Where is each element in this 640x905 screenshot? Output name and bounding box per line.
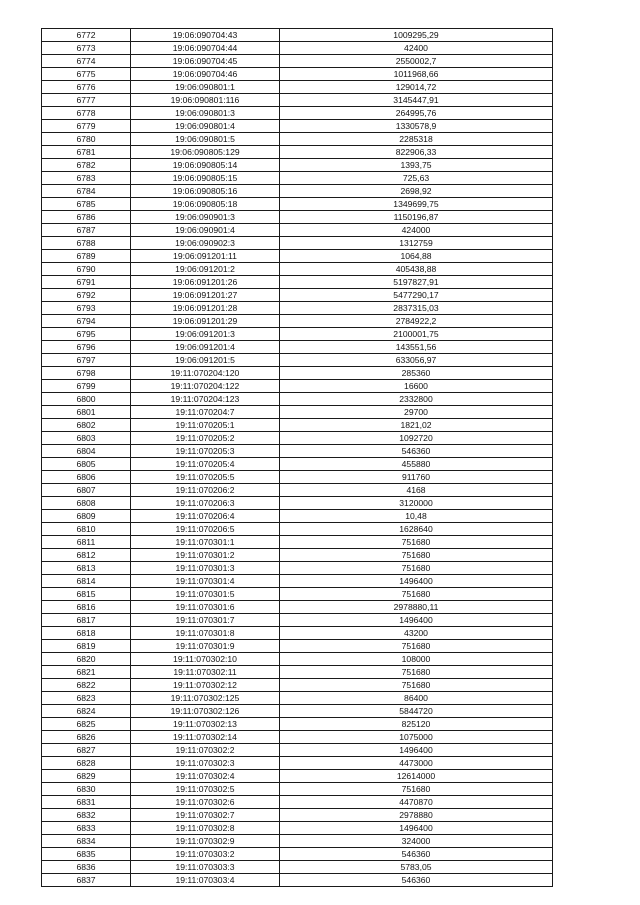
row-number-cell: 6824 bbox=[42, 705, 131, 718]
cadastral-number-cell: 19:11:070302:2 bbox=[131, 744, 280, 757]
cadastral-number-cell: 19:06:090805:16 bbox=[131, 185, 280, 198]
cadastral-number-cell: 19:11:070302:11 bbox=[131, 666, 280, 679]
table-row bbox=[42, 497, 553, 510]
value-cell: 751680 bbox=[280, 549, 553, 562]
value-cell: 1628640 bbox=[280, 523, 553, 536]
cadastral-number-cell: 19:11:070303:4 bbox=[131, 874, 280, 887]
table-row bbox=[42, 536, 553, 549]
table-row bbox=[42, 120, 553, 133]
cadastral-number-cell: 19:11:070301:4 bbox=[131, 575, 280, 588]
value-cell: 42400 bbox=[280, 42, 553, 55]
value-cell: 546360 bbox=[280, 848, 553, 861]
table-body bbox=[42, 29, 553, 887]
row-number-cell: 6811 bbox=[42, 536, 131, 549]
table-row bbox=[42, 601, 553, 614]
value-cell: 5783,05 bbox=[280, 861, 553, 874]
value-cell: 633056,97 bbox=[280, 354, 553, 367]
value-cell: 2837315,03 bbox=[280, 302, 553, 315]
table-row bbox=[42, 354, 553, 367]
value-cell: 1064,88 bbox=[280, 250, 553, 263]
table-row bbox=[42, 653, 553, 666]
value-cell: 16600 bbox=[280, 380, 553, 393]
row-number-cell: 6791 bbox=[42, 276, 131, 289]
row-number-cell: 6799 bbox=[42, 380, 131, 393]
cadastral-number-cell: 19:11:070302:5 bbox=[131, 783, 280, 796]
cadastral-number-cell: 19:11:070301:6 bbox=[131, 601, 280, 614]
table-row bbox=[42, 172, 553, 185]
row-number-cell: 6816 bbox=[42, 601, 131, 614]
value-cell: 1496400 bbox=[280, 614, 553, 627]
table-row bbox=[42, 29, 553, 42]
cadastral-number-cell: 19:11:070206:3 bbox=[131, 497, 280, 510]
table-row bbox=[42, 835, 553, 848]
table-row bbox=[42, 640, 553, 653]
value-cell: 1009295,29 bbox=[280, 29, 553, 42]
value-cell: 822906,33 bbox=[280, 146, 553, 159]
cadastral-number-cell: 19:06:091201:28 bbox=[131, 302, 280, 315]
row-number-cell: 6792 bbox=[42, 289, 131, 302]
row-number-cell: 6834 bbox=[42, 835, 131, 848]
table-row bbox=[42, 692, 553, 705]
table-row bbox=[42, 783, 553, 796]
row-number-cell: 6785 bbox=[42, 198, 131, 211]
cadastral-number-cell: 19:11:070301:8 bbox=[131, 627, 280, 640]
value-cell: 751680 bbox=[280, 588, 553, 601]
row-number-cell: 6807 bbox=[42, 484, 131, 497]
table-row bbox=[42, 367, 553, 380]
value-cell: 86400 bbox=[280, 692, 553, 705]
table-row bbox=[42, 419, 553, 432]
value-cell: 108000 bbox=[280, 653, 553, 666]
value-cell: 751680 bbox=[280, 562, 553, 575]
row-number-cell: 6833 bbox=[42, 822, 131, 835]
value-cell: 751680 bbox=[280, 536, 553, 549]
row-number-cell: 6829 bbox=[42, 770, 131, 783]
table-row bbox=[42, 744, 553, 757]
row-number-cell: 6815 bbox=[42, 588, 131, 601]
row-number-cell: 6784 bbox=[42, 185, 131, 198]
cadastral-number-cell: 19:11:070204:120 bbox=[131, 367, 280, 380]
cadastral-number-cell: 19:11:070302:12 bbox=[131, 679, 280, 692]
value-cell: 10,48 bbox=[280, 510, 553, 523]
table-row bbox=[42, 315, 553, 328]
table-row bbox=[42, 731, 553, 744]
row-number-cell: 6806 bbox=[42, 471, 131, 484]
row-number-cell: 6821 bbox=[42, 666, 131, 679]
value-cell: 1821,02 bbox=[280, 419, 553, 432]
value-cell: 12614000 bbox=[280, 770, 553, 783]
table-row bbox=[42, 42, 553, 55]
row-number-cell: 6789 bbox=[42, 250, 131, 263]
row-number-cell: 6814 bbox=[42, 575, 131, 588]
table-row bbox=[42, 874, 553, 887]
cadastral-number-cell: 19:06:091201:3 bbox=[131, 328, 280, 341]
row-number-cell: 6802 bbox=[42, 419, 131, 432]
table-row bbox=[42, 666, 553, 679]
table-row bbox=[42, 510, 553, 523]
cadastral-number-cell: 19:06:090801:4 bbox=[131, 120, 280, 133]
row-number-cell: 6803 bbox=[42, 432, 131, 445]
value-cell: 455880 bbox=[280, 458, 553, 471]
table-row bbox=[42, 185, 553, 198]
table-row bbox=[42, 224, 553, 237]
table-row bbox=[42, 445, 553, 458]
value-cell: 1075000 bbox=[280, 731, 553, 744]
table-row bbox=[42, 614, 553, 627]
table-row bbox=[42, 705, 553, 718]
table-row bbox=[42, 809, 553, 822]
value-cell: 4473000 bbox=[280, 757, 553, 770]
row-number-cell: 6794 bbox=[42, 315, 131, 328]
value-cell: 285360 bbox=[280, 367, 553, 380]
table-row bbox=[42, 523, 553, 536]
value-cell: 1496400 bbox=[280, 822, 553, 835]
row-number-cell: 6790 bbox=[42, 263, 131, 276]
table-row bbox=[42, 679, 553, 692]
row-number-cell: 6835 bbox=[42, 848, 131, 861]
row-number-cell: 6775 bbox=[42, 68, 131, 81]
table-row bbox=[42, 627, 553, 640]
cadastral-number-cell: 19:11:070302:4 bbox=[131, 770, 280, 783]
row-number-cell: 6813 bbox=[42, 562, 131, 575]
value-cell: 4470870 bbox=[280, 796, 553, 809]
row-number-cell: 6820 bbox=[42, 653, 131, 666]
cadastral-number-cell: 19:06:091201:27 bbox=[131, 289, 280, 302]
cadastral-number-cell: 19:11:070206:5 bbox=[131, 523, 280, 536]
cadastral-number-cell: 19:06:090805:18 bbox=[131, 198, 280, 211]
cadastral-number-cell: 19:11:070302:10 bbox=[131, 653, 280, 666]
table-row bbox=[42, 588, 553, 601]
table-row bbox=[42, 276, 553, 289]
cadastral-number-cell: 19:06:091201:11 bbox=[131, 250, 280, 263]
value-cell: 405438,88 bbox=[280, 263, 553, 276]
value-cell: 2285318 bbox=[280, 133, 553, 146]
row-number-cell: 6777 bbox=[42, 94, 131, 107]
table-row bbox=[42, 432, 553, 445]
row-number-cell: 6787 bbox=[42, 224, 131, 237]
table-row bbox=[42, 575, 553, 588]
value-cell: 264995,76 bbox=[280, 107, 553, 120]
cadastral-number-cell: 19:06:090805:129 bbox=[131, 146, 280, 159]
cadastral-number-cell: 19:11:070301:7 bbox=[131, 614, 280, 627]
row-number-cell: 6822 bbox=[42, 679, 131, 692]
table-row bbox=[42, 770, 553, 783]
value-cell: 2550002,7 bbox=[280, 55, 553, 68]
table-row bbox=[42, 94, 553, 107]
value-cell: 3145447,91 bbox=[280, 94, 553, 107]
cadastral-number-cell: 19:11:070206:2 bbox=[131, 484, 280, 497]
table-row bbox=[42, 406, 553, 419]
cadastral-number-cell: 19:11:070302:126 bbox=[131, 705, 280, 718]
row-number-cell: 6800 bbox=[42, 393, 131, 406]
value-cell: 1150196,87 bbox=[280, 211, 553, 224]
cadastral-number-cell: 19:11:070301:9 bbox=[131, 640, 280, 653]
cadastral-number-cell: 19:11:070301:3 bbox=[131, 562, 280, 575]
value-cell: 143551,56 bbox=[280, 341, 553, 354]
row-number-cell: 6779 bbox=[42, 120, 131, 133]
cadastral-number-cell: 19:11:070204:122 bbox=[131, 380, 280, 393]
table-row bbox=[42, 146, 553, 159]
table-row bbox=[42, 68, 553, 81]
row-number-cell: 6772 bbox=[42, 29, 131, 42]
table-row bbox=[42, 133, 553, 146]
row-number-cell: 6817 bbox=[42, 614, 131, 627]
value-cell: 751680 bbox=[280, 783, 553, 796]
data-table bbox=[41, 28, 553, 887]
table-row bbox=[42, 211, 553, 224]
row-number-cell: 6788 bbox=[42, 237, 131, 250]
cadastral-number-cell: 19:06:091201:29 bbox=[131, 315, 280, 328]
value-cell: 4168 bbox=[280, 484, 553, 497]
row-number-cell: 6797 bbox=[42, 354, 131, 367]
table-row bbox=[42, 237, 553, 250]
row-number-cell: 6828 bbox=[42, 757, 131, 770]
cadastral-number-cell: 19:11:070302:13 bbox=[131, 718, 280, 731]
row-number-cell: 6804 bbox=[42, 445, 131, 458]
cadastral-number-cell: 19:11:070204:123 bbox=[131, 393, 280, 406]
value-cell: 825120 bbox=[280, 718, 553, 731]
value-cell: 5844720 bbox=[280, 705, 553, 718]
row-number-cell: 6809 bbox=[42, 510, 131, 523]
cadastral-number-cell: 19:06:090901:3 bbox=[131, 211, 280, 224]
cadastral-number-cell: 19:06:090901:4 bbox=[131, 224, 280, 237]
value-cell: 2332800 bbox=[280, 393, 553, 406]
row-number-cell: 6812 bbox=[42, 549, 131, 562]
row-number-cell: 6823 bbox=[42, 692, 131, 705]
row-number-cell: 6801 bbox=[42, 406, 131, 419]
value-cell: 2100001,75 bbox=[280, 328, 553, 341]
row-number-cell: 6830 bbox=[42, 783, 131, 796]
value-cell: 751680 bbox=[280, 640, 553, 653]
row-number-cell: 6832 bbox=[42, 809, 131, 822]
table-row bbox=[42, 757, 553, 770]
cadastral-number-cell: 19:11:070205:3 bbox=[131, 445, 280, 458]
row-number-cell: 6810 bbox=[42, 523, 131, 536]
row-number-cell: 6778 bbox=[42, 107, 131, 120]
value-cell: 1312759 bbox=[280, 237, 553, 250]
value-cell: 1330578,9 bbox=[280, 120, 553, 133]
row-number-cell: 6837 bbox=[42, 874, 131, 887]
row-number-cell: 6836 bbox=[42, 861, 131, 874]
value-cell: 129014,72 bbox=[280, 81, 553, 94]
value-cell: 911760 bbox=[280, 471, 553, 484]
row-number-cell: 6783 bbox=[42, 172, 131, 185]
value-cell: 2978880,11 bbox=[280, 601, 553, 614]
cadastral-number-cell: 19:11:070302:14 bbox=[131, 731, 280, 744]
cadastral-number-cell: 19:11:070303:2 bbox=[131, 848, 280, 861]
cadastral-number-cell: 19:06:091201:4 bbox=[131, 341, 280, 354]
cadastral-number-cell: 19:11:070302:8 bbox=[131, 822, 280, 835]
row-number-cell: 6780 bbox=[42, 133, 131, 146]
value-cell: 43200 bbox=[280, 627, 553, 640]
cadastral-number-cell: 19:11:070205:5 bbox=[131, 471, 280, 484]
value-cell: 2978880 bbox=[280, 809, 553, 822]
row-number-cell: 6786 bbox=[42, 211, 131, 224]
table-row bbox=[42, 562, 553, 575]
table-row bbox=[42, 250, 553, 263]
cadastral-number-cell: 19:11:070302:6 bbox=[131, 796, 280, 809]
table-row bbox=[42, 289, 553, 302]
value-cell: 725,63 bbox=[280, 172, 553, 185]
cadastral-number-cell: 19:11:070206:4 bbox=[131, 510, 280, 523]
table-row bbox=[42, 718, 553, 731]
table-row bbox=[42, 263, 553, 276]
cadastral-number-cell: 19:06:090902:3 bbox=[131, 237, 280, 250]
row-number-cell: 6819 bbox=[42, 640, 131, 653]
cadastral-number-cell: 19:11:070205:2 bbox=[131, 432, 280, 445]
cadastral-number-cell: 19:11:070205:4 bbox=[131, 458, 280, 471]
table-row bbox=[42, 107, 553, 120]
cadastral-number-cell: 19:06:090801:1 bbox=[131, 81, 280, 94]
table-row bbox=[42, 471, 553, 484]
cadastral-number-cell: 19:06:090805:15 bbox=[131, 172, 280, 185]
cadastral-number-cell: 19:06:090704:44 bbox=[131, 42, 280, 55]
value-cell: 324000 bbox=[280, 835, 553, 848]
cadastral-number-cell: 19:06:090801:3 bbox=[131, 107, 280, 120]
table-row bbox=[42, 55, 553, 68]
value-cell: 751680 bbox=[280, 666, 553, 679]
cadastral-number-cell: 19:06:090805:14 bbox=[131, 159, 280, 172]
value-cell: 546360 bbox=[280, 445, 553, 458]
row-number-cell: 6827 bbox=[42, 744, 131, 757]
value-cell: 2698,92 bbox=[280, 185, 553, 198]
table-row bbox=[42, 380, 553, 393]
row-number-cell: 6781 bbox=[42, 146, 131, 159]
table-row bbox=[42, 848, 553, 861]
value-cell: 1349699,75 bbox=[280, 198, 553, 211]
row-number-cell: 6826 bbox=[42, 731, 131, 744]
table-row bbox=[42, 549, 553, 562]
table-row bbox=[42, 302, 553, 315]
value-cell: 751680 bbox=[280, 679, 553, 692]
cadastral-number-cell: 19:11:070205:1 bbox=[131, 419, 280, 432]
table-row bbox=[42, 328, 553, 341]
row-number-cell: 6795 bbox=[42, 328, 131, 341]
row-number-cell: 6796 bbox=[42, 341, 131, 354]
cadastral-number-cell: 19:11:070204:7 bbox=[131, 406, 280, 419]
cadastral-number-cell: 19:06:090704:46 bbox=[131, 68, 280, 81]
row-number-cell: 6773 bbox=[42, 42, 131, 55]
value-cell: 5477290,17 bbox=[280, 289, 553, 302]
value-cell: 424000 bbox=[280, 224, 553, 237]
cadastral-number-cell: 19:11:070302:3 bbox=[131, 757, 280, 770]
row-number-cell: 6818 bbox=[42, 627, 131, 640]
value-cell: 29700 bbox=[280, 406, 553, 419]
row-number-cell: 6825 bbox=[42, 718, 131, 731]
row-number-cell: 6798 bbox=[42, 367, 131, 380]
cadastral-number-cell: 19:06:090704:43 bbox=[131, 29, 280, 42]
row-number-cell: 6774 bbox=[42, 55, 131, 68]
row-number-cell: 6808 bbox=[42, 497, 131, 510]
table-row bbox=[42, 159, 553, 172]
value-cell: 1496400 bbox=[280, 744, 553, 757]
cadastral-number-cell: 19:11:070301:5 bbox=[131, 588, 280, 601]
cadastral-number-cell: 19:06:091201:5 bbox=[131, 354, 280, 367]
table-row bbox=[42, 341, 553, 354]
table-row bbox=[42, 484, 553, 497]
value-cell: 5197827,91 bbox=[280, 276, 553, 289]
cadastral-number-cell: 19:06:091201:2 bbox=[131, 263, 280, 276]
value-cell: 1092720 bbox=[280, 432, 553, 445]
cadastral-number-cell: 19:06:091201:26 bbox=[131, 276, 280, 289]
cadastral-number-cell: 19:11:070301:2 bbox=[131, 549, 280, 562]
value-cell: 3120000 bbox=[280, 497, 553, 510]
cadastral-number-cell: 19:11:070303:3 bbox=[131, 861, 280, 874]
value-cell: 1496400 bbox=[280, 575, 553, 588]
table-row bbox=[42, 861, 553, 874]
cadastral-number-cell: 19:11:070302:7 bbox=[131, 809, 280, 822]
row-number-cell: 6805 bbox=[42, 458, 131, 471]
cadastral-number-cell: 19:11:070301:1 bbox=[131, 536, 280, 549]
row-number-cell: 6831 bbox=[42, 796, 131, 809]
table-row bbox=[42, 458, 553, 471]
table-row bbox=[42, 393, 553, 406]
table-row bbox=[42, 198, 553, 211]
value-cell: 1011968,66 bbox=[280, 68, 553, 81]
value-cell: 1393,75 bbox=[280, 159, 553, 172]
table-row bbox=[42, 81, 553, 94]
row-number-cell: 6782 bbox=[42, 159, 131, 172]
cadastral-number-cell: 19:11:070302:125 bbox=[131, 692, 280, 705]
row-number-cell: 6776 bbox=[42, 81, 131, 94]
value-cell: 2784922,2 bbox=[280, 315, 553, 328]
cadastral-number-cell: 19:11:070302:9 bbox=[131, 835, 280, 848]
cadastral-number-cell: 19:06:090801:116 bbox=[131, 94, 280, 107]
table-row bbox=[42, 796, 553, 809]
value-cell: 546360 bbox=[280, 874, 553, 887]
table-row bbox=[42, 822, 553, 835]
cadastral-number-cell: 19:06:090801:5 bbox=[131, 133, 280, 146]
row-number-cell: 6793 bbox=[42, 302, 131, 315]
cadastral-number-cell: 19:06:090704:45 bbox=[131, 55, 280, 68]
